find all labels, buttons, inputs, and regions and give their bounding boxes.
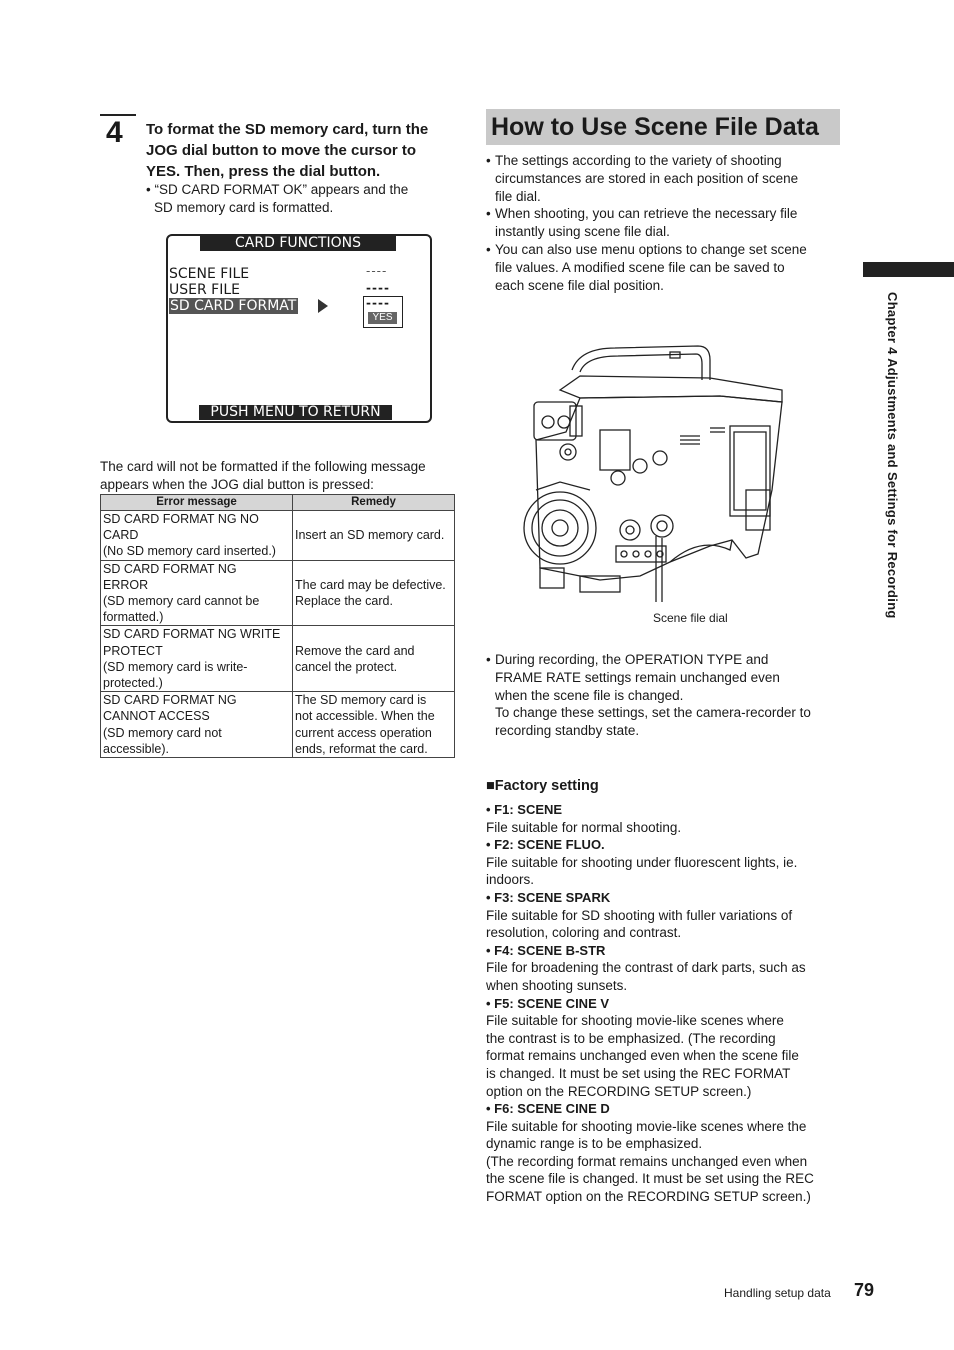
scene-file-name: • F2: SCENE FLUO. xyxy=(486,837,605,853)
scene-file-desc: indoors. xyxy=(486,872,535,888)
chapter-tab-bar xyxy=(863,262,954,277)
cell-line: (No SD memory card inserted.) xyxy=(103,544,276,559)
cell-line: CANNOT ACCESS xyxy=(103,709,210,724)
cell-line: Remove the card and xyxy=(295,643,415,658)
table-row xyxy=(101,626,455,692)
error-message-cell xyxy=(101,560,293,626)
bullet-line: recording standby state. xyxy=(495,723,640,739)
cell-line: ERROR xyxy=(103,577,149,592)
scene-file-desc: the contrast is to be emphasized. (The recording xyxy=(486,1030,776,1046)
cell-line: SD CARD FORMAT NG xyxy=(103,561,237,576)
cell-line: (SD memory card is write- xyxy=(103,659,248,674)
scene-file-desc: dynamic range is to be emphasized. xyxy=(486,1136,703,1152)
cell-line: PROTECT xyxy=(103,643,163,658)
intro-line: appears when the JOG dial button is pressed: xyxy=(100,476,374,492)
error-message-cell xyxy=(101,692,293,758)
factory-setting-heading: ■Factory setting xyxy=(486,778,599,794)
bullet-line: FRAME RATE settings remain unchanged even xyxy=(495,669,780,685)
step-line: JOG dial button to move the cursor to xyxy=(146,142,417,159)
cell-line: CARD xyxy=(103,528,139,543)
yes-option: YES xyxy=(368,312,397,324)
column-header: Remedy xyxy=(293,495,455,511)
cell-line: (SD memory card not xyxy=(103,725,222,740)
bullet-line: You can also use menu options to change set scene xyxy=(495,241,807,257)
chapter-tab-label: Chapter 4 Adjustments and Settings for Recording xyxy=(885,292,900,619)
intro-line: The card will not be formatted if the following message xyxy=(100,459,426,474)
bullet-icon: • xyxy=(486,153,491,168)
bullet-line: when the scene file is changed. xyxy=(495,687,684,703)
card-functions-screen xyxy=(166,234,432,423)
scene-file-name: • F5: SCENE CINE V xyxy=(486,995,610,1011)
scene-file-desc: the scene file is changed. It must be set using the REC xyxy=(486,1171,814,1187)
table-row xyxy=(101,692,455,758)
scene-file-desc: File suitable for SD shooting with fuller variations of xyxy=(486,907,793,923)
cell-line: formatted.) xyxy=(103,610,164,625)
scene-file-desc: File suitable for shooting under fluorescent lights, ie. xyxy=(486,854,798,870)
bullet-line: circumstances are stored in each position of scene xyxy=(495,170,799,186)
camera-recorder-illustration xyxy=(520,340,795,610)
remedy-cell xyxy=(293,511,455,561)
cell-line: The SD memory card is xyxy=(295,693,427,708)
bullet-item xyxy=(486,241,844,294)
cell-line: Insert an SD memory card. xyxy=(295,528,445,543)
step-instruction xyxy=(146,119,461,182)
scene-file-desc: (The recording format remains unchanged even when xyxy=(486,1153,808,1169)
menu-value: ---- xyxy=(366,281,390,295)
scene-file-desc: when shooting sunsets. xyxy=(486,977,628,993)
scene-file-desc: option on the RECORDING SETUP screen.) xyxy=(486,1083,752,1099)
cursor-arrow-icon xyxy=(318,299,328,313)
menu-item-scene-file: SCENE FILE xyxy=(169,266,250,282)
scene-file-name: • F4: SCENE B-STR xyxy=(486,942,606,958)
bullet-line: To change these settings, set the camera-recorder to xyxy=(495,705,811,721)
cell-line: Replace the card. xyxy=(295,594,393,609)
remedy-cell xyxy=(293,560,455,626)
cell-line: SD CARD FORMAT NG NO xyxy=(103,512,259,526)
step-line: YES. Then, press the dial button. xyxy=(146,163,381,180)
scene-file-name: • F3: SCENE SPARK xyxy=(486,889,611,905)
bullet-line: file values. A modified scene file can be saved to xyxy=(495,259,785,275)
scene-file-name: • F1: SCENE xyxy=(486,802,563,817)
table-row xyxy=(101,511,455,561)
step-line: To format the SD memory card, turn the xyxy=(146,121,429,138)
cell-line: accessible). xyxy=(103,741,169,756)
error-table xyxy=(100,494,455,758)
scene-file-desc: File suitable for shooting movie-like scenes where xyxy=(486,1013,784,1029)
scene-file-desc: format remains unchanged even when the scene file xyxy=(486,1048,799,1064)
error-message-cell xyxy=(101,626,293,692)
scene-file-desc: File suitable for normal shooting. xyxy=(486,819,682,835)
cell-line: cancel the protect. xyxy=(295,659,398,674)
menu-title: CARD FUNCTIONS xyxy=(200,236,396,251)
factory-setting-list xyxy=(486,801,844,1206)
cell-line: SD CARD FORMAT NG xyxy=(103,693,237,708)
menu-value: ---- xyxy=(366,264,388,278)
bullet-line: When shooting, you can retrieve the necessary file xyxy=(495,206,798,222)
table-row xyxy=(101,560,455,626)
bullet-item xyxy=(486,205,844,241)
scene-file-desc: File for broadening the contrast of dark parts, such as xyxy=(486,960,806,976)
cell-line: (SD memory card cannot be xyxy=(103,594,260,609)
cell-line: The card may be defective. xyxy=(295,577,446,592)
bullet-line: The settings according to the variety of shooting xyxy=(495,153,782,168)
figure-caption: Scene file dial xyxy=(653,611,728,625)
scene-file-desc: File suitable for shooting movie-like scenes where the xyxy=(486,1118,807,1134)
cell-line: current access operation xyxy=(295,725,432,740)
menu-item-sd-card-format: SD CARD FORMAT xyxy=(170,298,297,314)
scene-file-desc: FORMAT option on the RECORDING SETUP screen.) xyxy=(486,1189,811,1205)
step-result-note xyxy=(146,181,456,216)
error-message-cell xyxy=(101,511,293,561)
column-header: Error message xyxy=(101,495,293,511)
error-intro xyxy=(100,458,460,493)
scene-file-name: • F6: SCENE CINE D xyxy=(486,1101,610,1117)
menu-item-user-file: USER FILE xyxy=(169,282,240,298)
bullet-line: instantly using scene file dial. xyxy=(495,224,670,240)
note-line: SD memory card is formatted. xyxy=(154,199,334,215)
bullet-icon: • xyxy=(486,652,491,667)
recording-note xyxy=(486,651,844,740)
note-line: • “SD CARD FORMAT OK” appears and the xyxy=(146,182,409,197)
scene-file-desc: is changed. It must be set using the REC FORMAT xyxy=(486,1065,791,1081)
cell-line: SD CARD FORMAT NG WRITE xyxy=(103,627,281,642)
step-number: 4 xyxy=(106,116,123,149)
menu-footer: PUSH MENU TO RETURN xyxy=(199,405,392,420)
bullet-line: During recording, the OPERATION TYPE and xyxy=(495,652,769,667)
cell-line: protected.) xyxy=(103,676,163,691)
remedy-cell xyxy=(293,692,455,758)
cell-line: not accessible. When the xyxy=(295,709,435,724)
menu-value: ---- xyxy=(366,296,390,310)
section-bullets xyxy=(486,152,844,294)
scene-file-desc: resolution, coloring and contrast. xyxy=(486,925,682,941)
cell-line: ends, reformat the card. xyxy=(295,741,428,756)
bullet-line: file dial. xyxy=(495,188,541,204)
remedy-cell xyxy=(293,626,455,692)
page-number: 79 xyxy=(854,1280,875,1300)
bullet-icon: • xyxy=(486,206,491,222)
bullet-line: each scene file dial position. xyxy=(495,277,664,293)
section-title: How to Use Scene File Data xyxy=(491,113,819,141)
footer-section-label: Handling setup data xyxy=(724,1286,831,1300)
bullet-item xyxy=(486,152,844,205)
bullet-item xyxy=(486,651,844,740)
bullet-icon: • xyxy=(486,241,491,257)
